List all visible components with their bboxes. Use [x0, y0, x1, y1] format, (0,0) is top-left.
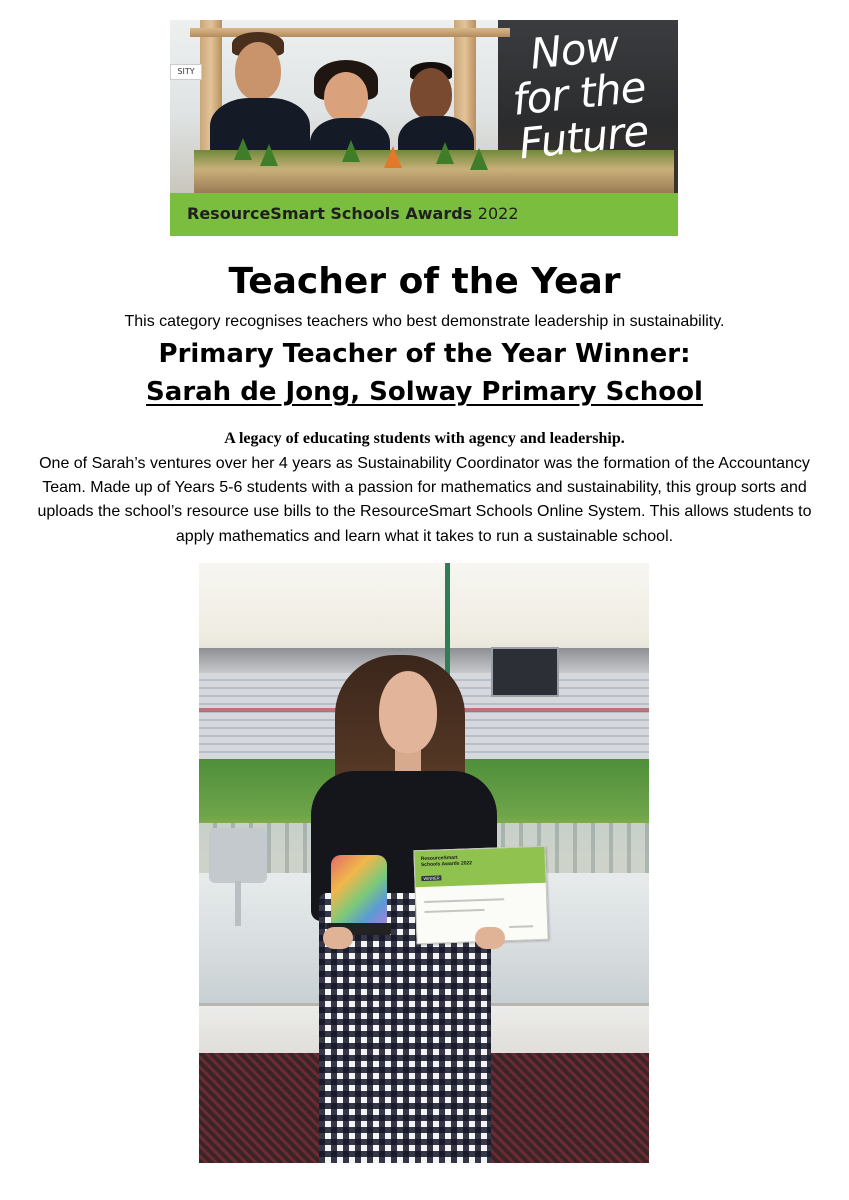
model-tree [234, 138, 252, 160]
model-tree [470, 148, 488, 170]
awards-name [187, 204, 519, 223]
banner-green-bar [170, 193, 678, 236]
model-tree [436, 142, 454, 164]
model-tree [384, 146, 402, 168]
winner-name: Sarah de Jong, Solway Primary School [146, 377, 703, 407]
certificate-text-line [424, 898, 504, 903]
banner-photo-students [170, 20, 678, 193]
certificate-title: ResourceSmart Schools Awards 2022 [420, 854, 473, 869]
awards-name-text: ResourceSmart Schools Awards [187, 204, 473, 223]
certificate-tag: WINNER [423, 875, 440, 881]
story-body: One of Sarah’s ventures over her 4 years as Sustainability Coordinator was the formation of the Accountancy Team. Made up of Years 5-6 students with a passion for mathematics and sustainability, this group sorts and uploads the school’s resource use bills to the ResourceSmart Schools Online System. This allows students to apply mathematics and learn what it takes to run a sustainable school. [37, 455, 812, 545]
winner-hand-left [323, 927, 353, 949]
winner-heading: Primary Teacher of the Year Winner: [158, 339, 691, 369]
certificate-text-line [425, 909, 485, 913]
award-trophy [331, 855, 387, 931]
now-for-the-future-tagline: Now for the Future [510, 20, 651, 169]
certificate-signature-line [509, 925, 533, 928]
balcony-chair-leg [235, 881, 241, 926]
page-title: Teacher of the Year [228, 261, 621, 302]
balcony-chair [209, 828, 267, 883]
story-heading: A legacy of educating students with agency and leadership. [224, 430, 625, 447]
awards-year: 2022 [477, 204, 519, 223]
winner-photo [199, 563, 649, 1163]
background-sign: SITY [170, 64, 202, 80]
winner-face [379, 671, 437, 753]
model-tree [260, 144, 278, 166]
category-description: This category recognises teachers who best demonstrate leadership in sustainability. [124, 313, 725, 330]
stadium-scoreboard [491, 647, 559, 697]
winner-hand-right [475, 927, 505, 949]
model-tree [342, 140, 360, 162]
awards-banner [170, 20, 678, 236]
